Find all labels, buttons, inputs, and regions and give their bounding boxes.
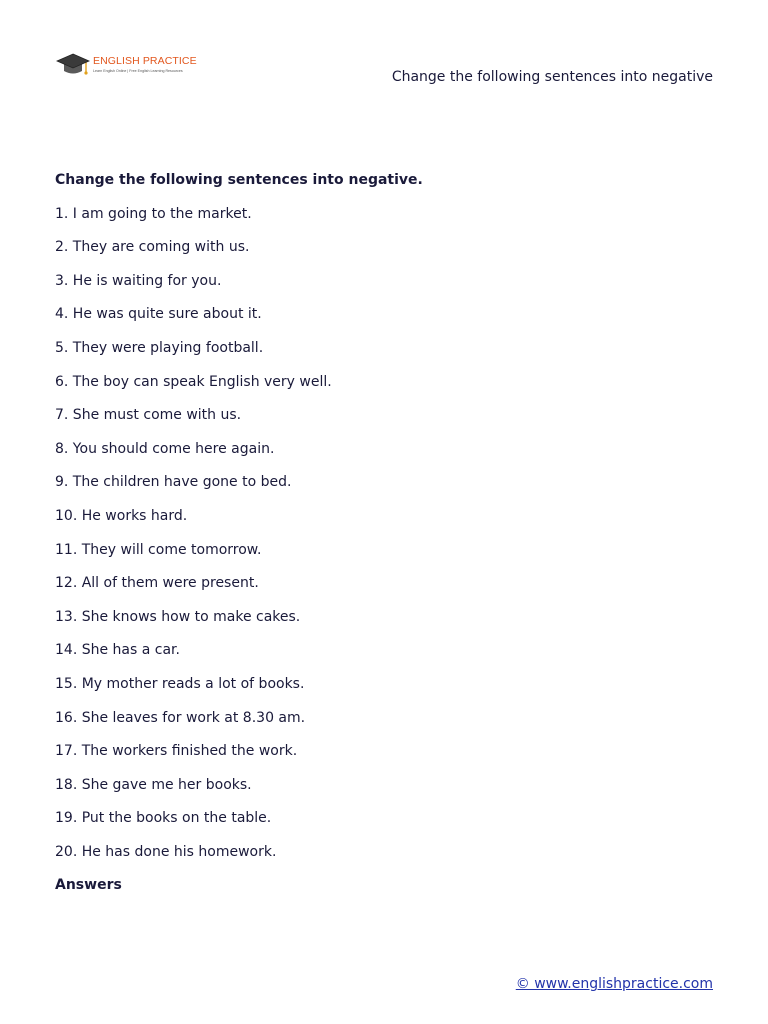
- sentence-item: 7. She must come with us.: [55, 407, 242, 424]
- sentence-item: 19. Put the books on the table.: [55, 810, 272, 827]
- sentence-item: 15. My mother reads a lot of books.: [55, 675, 305, 692]
- page-header: [0, 0, 768, 100]
- header-title: Change the following sentences into negative: [391, 69, 713, 85]
- graduation-cap-icon: [56, 52, 90, 78]
- sentence-item: 6. The boy can speak English very well.: [55, 373, 332, 390]
- sentence-item: 20. He has done his homework.: [55, 843, 277, 860]
- sentence-item: 17. The workers finished the work.: [55, 743, 298, 760]
- sentence-item: 16. She leaves for work at 8.30 am.: [55, 709, 306, 726]
- exercise-heading: Change the following sentences into negative.: [55, 172, 423, 188]
- site-logo[interactable]: [56, 50, 197, 80]
- sentence-item: 14. She has a car.: [55, 642, 180, 659]
- sentence-item: 3. He is waiting for you.: [55, 272, 222, 289]
- logo-title: ENGLISH PRACTICE: [93, 55, 197, 67]
- sentence-item: 11. They will come tomorrow.: [55, 541, 262, 558]
- sentence-item: 18. She gave me her books.: [55, 776, 252, 793]
- sentence-list: [55, 206, 715, 861]
- sentence-item: 13. She knows how to make cakes.: [55, 608, 301, 625]
- sentence-item: 4. He was quite sure about it.: [55, 306, 262, 323]
- footer-website-link[interactable]: © www.englishpractice.com: [515, 976, 713, 992]
- answers-heading: Answers: [55, 877, 122, 894]
- logo-tagline: Learn English Online | Free English Learning Resources: [93, 69, 183, 73]
- sentence-item: 10. He works hard.: [55, 507, 188, 524]
- worksheet-body: [55, 172, 715, 894]
- sentence-item: 8. You should come here again.: [55, 440, 275, 457]
- sentence-item: 1. I am going to the market.: [55, 205, 252, 222]
- sentence-item: 2. They are coming with us.: [55, 239, 250, 256]
- sentence-item: 12. All of them were present.: [55, 575, 259, 592]
- sentence-item: 9. The children have gone to bed.: [55, 474, 292, 491]
- sentence-item: 5. They were playing football.: [55, 339, 264, 356]
